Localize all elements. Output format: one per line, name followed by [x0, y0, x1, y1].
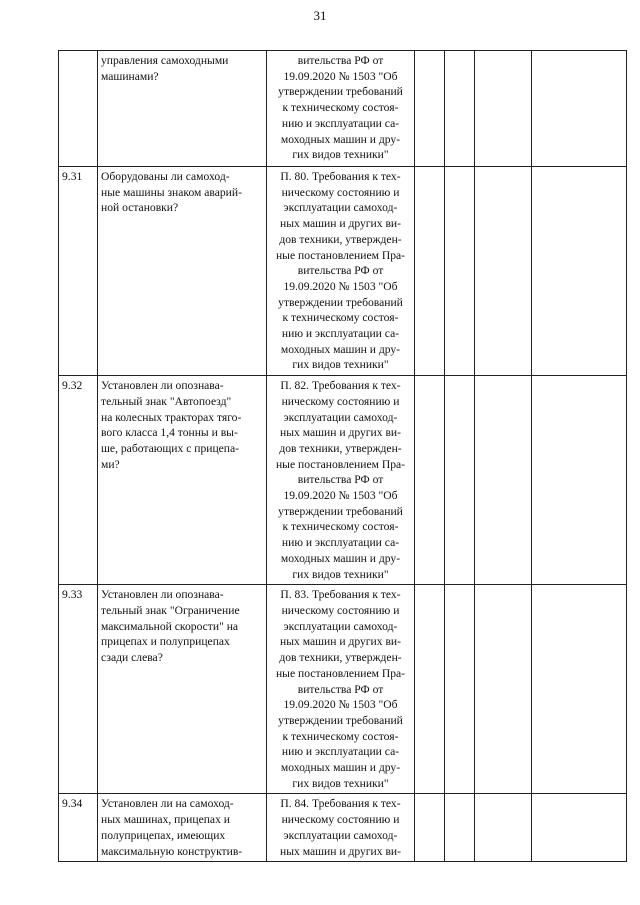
checklist-table: [58, 50, 627, 862]
note-cell: [532, 167, 627, 376]
question-cell: Оборудованы ли самоход- ные машины знаком аварий- ной остановки?: [98, 167, 267, 376]
requirement-cell: П. 84. Требования к тех- ническому состоянию и эксплуатации самоход- ных машин и других ви-: [267, 794, 415, 862]
item-number: 9.31: [59, 167, 98, 376]
question-cell: Установлен ли опознава- тельный знак "Автопоезд" на колесных тракторах тяго- вого класса 1,4 тонны и вы- ше, работающих с прицепа- ми?: [98, 376, 267, 585]
requirement-cell: вительства РФ от 19.09.2020 № 1503 "Об утверждении требований к техническому состоя- нию и эксплуатации са- моходных машин и дру- гих видов техники": [267, 51, 415, 167]
table-row: [59, 167, 627, 376]
answer-yes-cell: [415, 51, 445, 167]
item-number: [59, 51, 98, 167]
table-row: [59, 794, 627, 862]
note-cell: [532, 585, 627, 794]
note-cell: [532, 51, 627, 167]
answer-na-cell: [475, 585, 532, 794]
requirement-cell: П. 80. Требования к тех- ническому состоянию и эксплуатации самоход- ных машин и других ви- дов техники, утвержден- ные постановлением Пра- вительства РФ от 19.09.2020 № 1503 "Об утверждении требований к техническому состоя- нию и эксплуатации са- моходных машин и дру- гих видов техники": [267, 167, 415, 376]
item-number: 9.33: [59, 585, 98, 794]
answer-yes-cell: [415, 376, 445, 585]
answer-yes-cell: [415, 585, 445, 794]
answer-no-cell: [445, 585, 475, 794]
answer-yes-cell: [415, 794, 445, 862]
requirement-cell: П. 82. Требования к тех- ническому состоянию и эксплуатации самоход- ных машин и других ви- дов техники, утвержден- ные постановлением Пра- вительства РФ от 19.09.2020 № 1503 "Об утверждении требований к техническому состоя- нию и эксплуатации са- моходных машин и дру- гих видов техники": [267, 376, 415, 585]
answer-na-cell: [475, 51, 532, 167]
table-row: [59, 585, 627, 794]
note-cell: [532, 794, 627, 862]
answer-no-cell: [445, 376, 475, 585]
question-cell: Установлен ли опознава- тельный знак "Ограничение максимальной скорости" на прицепах и полуприцепах сзади слева?: [98, 585, 267, 794]
item-number: 9.34: [59, 794, 98, 862]
table-row: [59, 51, 627, 167]
answer-na-cell: [475, 376, 532, 585]
answer-no-cell: [445, 51, 475, 167]
question-cell: управления самоходными машинами?: [98, 51, 267, 167]
question-cell: Установлен ли на самоход- ных машинах, прицепах и полуприцепах, имеющих максимальную конструктив-: [98, 794, 267, 862]
answer-no-cell: [445, 167, 475, 376]
requirement-cell: П. 83. Требования к тех- ническому состоянию и эксплуатации самоход- ных машин и других ви- дов техники, утвержден- ные постановлением Пра- вительства РФ от 19.09.2020 № 1503 "Об утверждении требований к техническому состоя- нию и эксплуатации са- моходных машин и дру- гих видов техники": [267, 585, 415, 794]
answer-na-cell: [475, 167, 532, 376]
item-number: 9.32: [59, 376, 98, 585]
answer-no-cell: [445, 794, 475, 862]
answer-na-cell: [475, 794, 532, 862]
answer-yes-cell: [415, 167, 445, 376]
note-cell: [532, 376, 627, 585]
page-number: 31: [313, 8, 327, 23]
table-row: [59, 376, 627, 585]
